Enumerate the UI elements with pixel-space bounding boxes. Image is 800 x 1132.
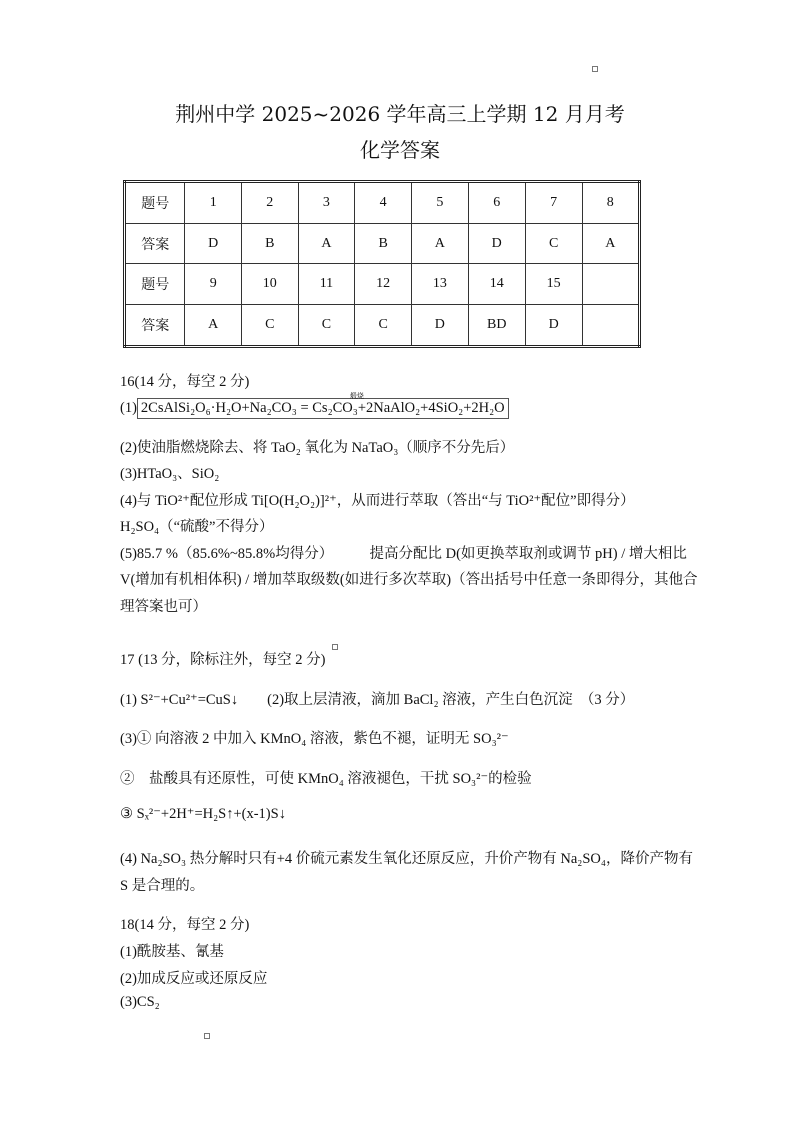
table-row-header: 题号: [125, 264, 185, 304]
table-cell: 6: [468, 182, 525, 224]
q16-part5-line1: (5)85.7 %（85.6%~85.8%均得分） 提高分配比 D(如更换萃取剂或调节 pH) / 增大相比: [120, 546, 687, 562]
q16-part4: (4)与 TiO²⁺配位形成 Ti[O(H₂O₂)]²⁺，从而进行萃取（答出“与 TiO²⁺配位”即得分）: [120, 493, 635, 509]
q18-heading: 18(14 分，每空 2 分): [120, 917, 250, 933]
answer-table: [123, 180, 641, 348]
table-row: [125, 304, 640, 346]
q16-part5-line2: V(增加有机相体积) / 增加萃取级数(如进行多次萃取)（答出括号中任意一条即得分，其他合: [120, 572, 698, 588]
q16-part2: (2)使油脂燃烧除去、将 TaO₂ 氧化为 NaTaO₃（顺序不分先后）: [120, 440, 515, 456]
q16-heading: 16(14 分，每空 2 分): [120, 374, 250, 390]
equation-text: 2CsAlSi₂O₆·H₂O+Na₂CO₃ = Cs₂CO₃+2NaAlO₂+4SiO₂+2H₂O: [140, 400, 505, 416]
table-row: [125, 264, 640, 304]
page-subtitle: 化学答案: [360, 138, 440, 162]
q17-part3-1: (3)① 向溶液 2 中加入 KMnO₄ 溶液，紫色不褪，证明无 SO₃²⁻: [120, 731, 509, 747]
table-cell: C: [298, 304, 355, 346]
table-cell: 2: [241, 182, 298, 224]
table-row-header: 题号: [125, 182, 185, 224]
q17-part3-2: ② 盐酸具有还原性，可使 KMnO₄ 溶液褪色，干扰 SO₃²⁻的检验: [120, 771, 532, 787]
table-cell: D: [468, 224, 525, 264]
table-row-header: 答案: [125, 304, 185, 346]
q17-part3-3: ③ Sₓ²⁻+2H⁺=H₂S↑+(x-1)S↓: [120, 806, 286, 822]
q16-part5-line3: 理答案也可）: [120, 599, 207, 615]
table-cell: 10: [241, 264, 298, 304]
table-row: [125, 182, 640, 224]
table-row-header: 答案: [125, 224, 185, 264]
corner-mark-middle: [332, 644, 338, 650]
q16-part1-number: (1): [120, 400, 137, 416]
reaction-condition: 煅烧: [349, 392, 364, 400]
q16-part4-line2: H₂SO₄（“硫酸”不得分）: [120, 519, 274, 535]
table-cell: 1: [185, 182, 241, 224]
table-cell: 7: [525, 182, 582, 224]
equation-box: [137, 392, 509, 419]
q16-part1: [120, 392, 509, 419]
table-cell: [582, 304, 640, 346]
page-title: 荆州中学 2025~2026 学年高三上学期 12 月月考: [175, 102, 625, 126]
corner-mark-top: [592, 66, 598, 72]
table-cell: 14: [468, 264, 525, 304]
table-cell: A: [411, 224, 468, 264]
table-cell: B: [241, 224, 298, 264]
table-cell: D: [411, 304, 468, 346]
q18-part1: (1)酰胺基、氰基: [120, 944, 224, 960]
q17-part1-2: (1) S²⁻+Cu²⁺=CuS↓ (2)取上层清液，滴加 BaCl₂ 溶液，产生白色沉淀 （3 分）: [120, 692, 635, 708]
table-cell: A: [582, 224, 640, 264]
table-cell: 9: [185, 264, 241, 304]
table-cell: 11: [298, 264, 355, 304]
corner-mark-bottom: [204, 1033, 210, 1039]
q18-part2: (2)加成反应或还原反应: [120, 971, 268, 987]
table-cell: C: [525, 224, 582, 264]
table-cell: 8: [582, 182, 640, 224]
table-cell: 5: [411, 182, 468, 224]
q18-part3: (3)CS₂: [120, 994, 160, 1010]
q17-heading: 17 (13 分，除标注外，每空 2 分): [120, 652, 326, 668]
table-cell: D: [185, 224, 241, 264]
table-cell: C: [355, 304, 412, 346]
table-row: [125, 224, 640, 264]
table-cell: D: [525, 304, 582, 346]
table-cell: 4: [355, 182, 412, 224]
table-cell: C: [241, 304, 298, 346]
table-cell: 15: [525, 264, 582, 304]
table-cell: A: [298, 224, 355, 264]
q17-part4-line1: (4) Na₂SO₃ 热分解时只有+4 价硫元素发生氧化还原反应，升价产物有 Na₂SO₄，降价产物有: [120, 851, 693, 867]
table-cell: 12: [355, 264, 412, 304]
table-cell: [582, 264, 640, 304]
table-cell: 13: [411, 264, 468, 304]
q16-part3: (3)HTaO₃、SiO₂: [120, 466, 220, 482]
table-cell: B: [355, 224, 412, 264]
table-cell: BD: [468, 304, 525, 346]
table-cell: 3: [298, 182, 355, 224]
q17-part4-line2: S 是合理的。: [120, 878, 205, 894]
table-cell: A: [185, 304, 241, 346]
